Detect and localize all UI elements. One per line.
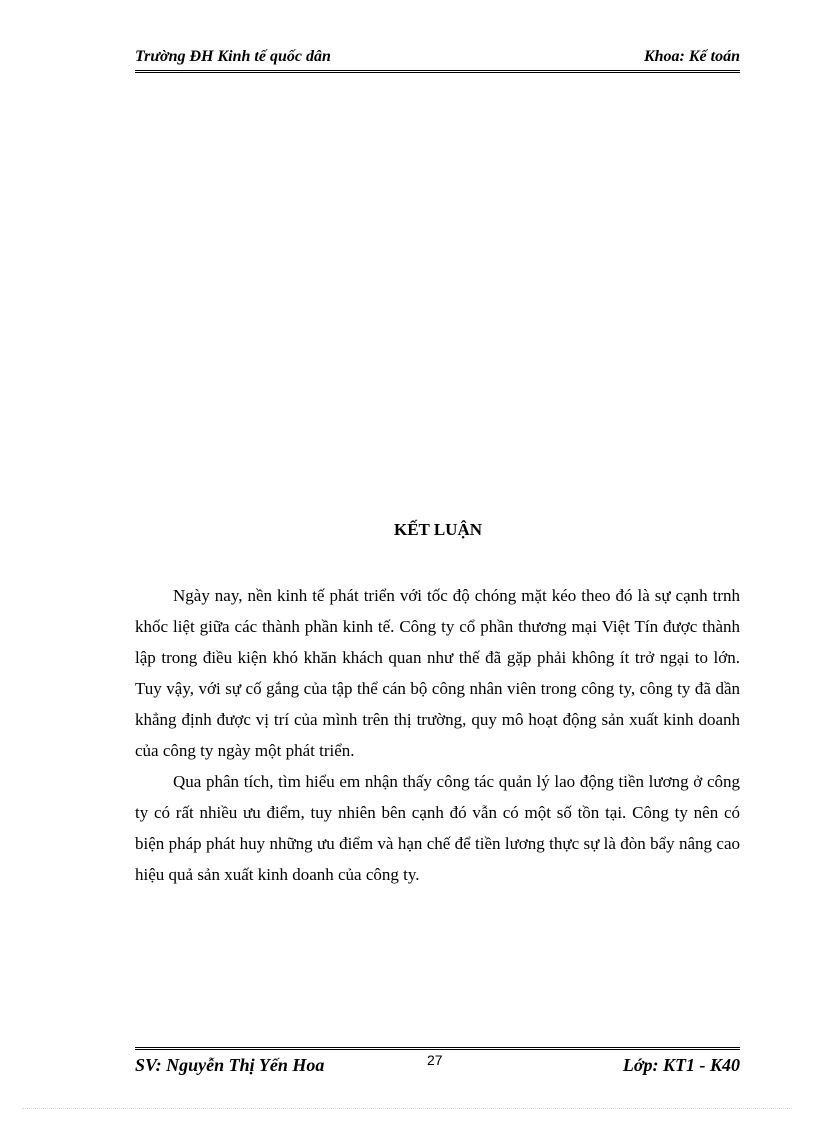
- section-title: KẾT LUẬN: [393, 520, 482, 539]
- paragraph-2: Qua phân tích, tìm hiểu em nhận thấy công tác quản lý lao động tiền lương ở công ty có rất nhiều ưu điểm, tuy nhiên bên cạnh đó vẫn có một số tồn tại. Công ty nên có biện pháp phát huy những ưu điểm và hạn chế để tiền lương thực sự là đòn bẩy nâng cao hiệu quả sản xuất kinh doanh của công ty.: [135, 772, 740, 884]
- header-school-name: Trường ĐH Kinh tế quốc dân: [135, 48, 331, 65]
- header-faculty: Khoa: Kế toán: [643, 48, 740, 65]
- page-edge-divider: [22, 1108, 792, 1109]
- footer-student-name: SV: Nguyễn Thị Yến Hoa: [135, 1055, 325, 1075]
- page-footer: [135, 1047, 740, 1080]
- paragraph-1: Ngày nay, nền kinh tế phát triển với tốc độ chóng mặt kéo theo đó là sự cạnh trnh khốc liệt giữa các thành phần kinh tế. Công ty cổ phần thương mại Việt Tín được thành lập trong điều kiện khó khăn khách quan như thế đã gặp phải không ít trở ngại to lớn. Tuy vậy, với sự cố gắng của tập thể cán bộ công nhân viên trong công ty, công ty đã dần khẳng định được vị trí của mình trên thị trường, quy mô hoạt động sản xuất kinh doanh của công ty ngày một phát triển.: [135, 586, 740, 760]
- conclusion-body: [135, 580, 740, 890]
- page-number: 27: [427, 1052, 443, 1068]
- footer-class: Lớp: KT1 - K40: [622, 1055, 740, 1075]
- page-header: [135, 46, 740, 73]
